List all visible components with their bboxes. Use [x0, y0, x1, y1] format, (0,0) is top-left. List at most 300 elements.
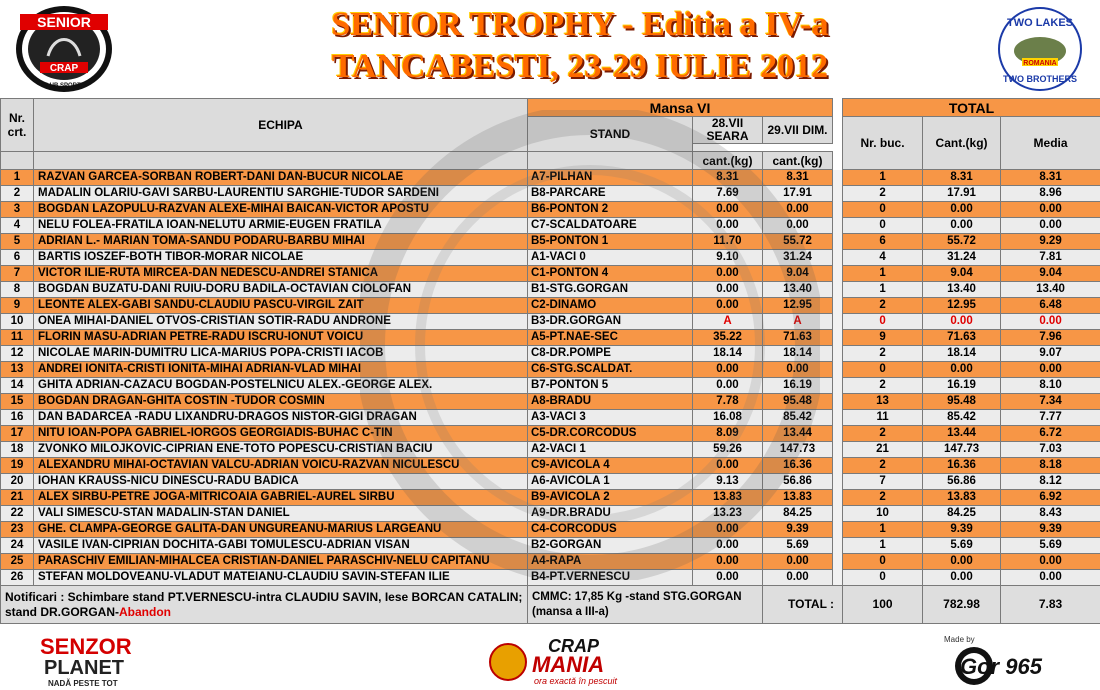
cmmc-note: CMMC: 17,85 Kg -stand STG.GORGAN (mansa a III-a)	[528, 586, 763, 624]
svg-text:CRAP: CRAP	[548, 636, 600, 656]
row-day1: 16.08	[693, 410, 763, 426]
row-cant: 0.00	[923, 362, 1001, 378]
row-gap	[833, 378, 843, 394]
row-day2: 95.48	[763, 394, 833, 410]
row-nr: 17	[1, 426, 34, 442]
row-stand: C6-STG.SCALDAT.	[528, 362, 693, 378]
row-gap	[833, 330, 843, 346]
row-day2: 0.00	[763, 362, 833, 378]
row-gap	[833, 410, 843, 426]
row-team: VALI SIMESCU-STAN MADALIN-STAN DANIEL	[34, 506, 528, 522]
notice-abandon: Abandon	[119, 604, 171, 619]
row-team: MADALIN OLARIU-GAVI SARBU-LAURENTIU SARGHIE-TUDOR SARDENI	[34, 186, 528, 202]
row-buc: 4	[843, 250, 923, 266]
row-gap	[833, 234, 843, 250]
row-nr: 5	[1, 234, 34, 250]
row-nr: 2	[1, 186, 34, 202]
svg-text:ora exactă în pescuit: ora exactă în pescuit	[534, 676, 618, 686]
row-team: FLORIN MASU-ADRIAN PETRE-RADU ISCRU-IONUT VOICU	[34, 330, 528, 346]
row-team: STEFAN MOLDOVEANU-VLADUT MATEIANU-CLAUDIU SAVIN-STEFAN ILIE	[34, 570, 528, 586]
row-gap	[833, 266, 843, 282]
row-day2: 17.91	[763, 186, 833, 202]
row-media: 9.39	[1001, 522, 1100, 538]
row-day1: 0.00	[693, 282, 763, 298]
row-media: 9.07	[1001, 346, 1100, 362]
svg-text:PLANET: PLANET	[44, 657, 124, 679]
row-cant: 31.24	[923, 250, 1001, 266]
svg-text:Gor 965: Gor 965	[960, 654, 1042, 679]
row-team: ANDREI IONITA-CRISTI IONITA-MIHAI ADRIAN-VLAD MIHAI	[34, 362, 528, 378]
row-day1: 0.00	[693, 570, 763, 586]
row-cant: 84.25	[923, 506, 1001, 522]
row-cant: 16.36	[923, 458, 1001, 474]
row-media: 9.29	[1001, 234, 1100, 250]
table-row	[1, 410, 1100, 426]
row-stand: B1-STG.GORGAN	[528, 282, 693, 298]
row-buc: 2	[843, 346, 923, 362]
row-gap	[833, 346, 843, 362]
row-cant: 0.00	[923, 554, 1001, 570]
column-gap	[833, 99, 843, 170]
row-media: 6.92	[1001, 490, 1100, 506]
header-nr: Nr. crt.	[1, 99, 34, 152]
row-stand: B2-GORGAN	[528, 538, 693, 554]
row-media: 0.00	[1001, 554, 1100, 570]
row-gap	[833, 186, 843, 202]
svg-text:Made by: Made by	[944, 635, 975, 644]
row-cant: 13.44	[923, 426, 1001, 442]
row-cant: 147.73	[923, 442, 1001, 458]
row-team: VICTOR ILIE-RUTA MIRCEA-DAN NEDESCU-ANDREI STANICA	[34, 266, 528, 282]
total-buc: 100	[843, 586, 923, 624]
row-stand: B3-DR.GORGAN	[528, 314, 693, 330]
table-row	[1, 330, 1100, 346]
row-nr: 22	[1, 506, 34, 522]
header-unit2: cant.(kg)	[763, 152, 833, 170]
row-media: 0.00	[1001, 218, 1100, 234]
row-stand: A8-BRADU	[528, 394, 693, 410]
row-buc: 0	[843, 570, 923, 586]
row-day2: 31.24	[763, 250, 833, 266]
row-cant: 9.39	[923, 522, 1001, 538]
table-row	[1, 202, 1100, 218]
row-cant: 16.19	[923, 378, 1001, 394]
row-stand: B7-PONTON 5	[528, 378, 693, 394]
row-gap	[833, 362, 843, 378]
row-day1: 59.26	[693, 442, 763, 458]
senior-crap-logo	[14, 4, 114, 94]
row-nr: 16	[1, 410, 34, 426]
row-day1: 35.22	[693, 330, 763, 346]
row-stand: A6-AVICOLA 1	[528, 474, 693, 490]
row-day1: 9.13	[693, 474, 763, 490]
row-stand: C5-DR.CORCODUS	[528, 426, 693, 442]
row-media: 5.69	[1001, 538, 1100, 554]
row-day2: 55.72	[763, 234, 833, 250]
row-stand: B4-PT.VERNESCU	[528, 570, 693, 586]
row-gap	[833, 426, 843, 442]
row-stand: A2-VACI 1	[528, 442, 693, 458]
row-team: ALEX SIRBU-PETRE JOGA-MITRICOAIA GABRIEL-AUREL SIRBU	[34, 490, 528, 506]
row-gap	[833, 442, 843, 458]
table-row	[1, 250, 1100, 266]
row-media: 0.00	[1001, 570, 1100, 586]
row-cant: 18.14	[923, 346, 1001, 362]
row-team: BOGDAN LAZOPULU-RAZVAN ALEXE-MIHAI BAICAN-VICTOR APOSTU	[34, 202, 528, 218]
row-team: BARTIS IOSZEF-BOTH TIBOR-MORAR NICOLAE	[34, 250, 528, 266]
row-gap	[833, 314, 843, 330]
row-nr: 19	[1, 458, 34, 474]
header-mansa: Mansa VI	[528, 99, 833, 117]
row-stand: B5-PONTON 1	[528, 234, 693, 250]
row-team: BOGDAN DRAGAN-GHITA COSTIN -TUDOR COSMIN	[34, 394, 528, 410]
row-cant: 0.00	[923, 314, 1001, 330]
row-media: 0.00	[1001, 362, 1100, 378]
row-day2: 13.83	[763, 490, 833, 506]
row-nr: 7	[1, 266, 34, 282]
row-stand: A1-VACI 0	[528, 250, 693, 266]
table-row	[1, 394, 1100, 410]
crap-mania-logo	[488, 634, 668, 688]
page-title: SENIOR TROPHY - Editia a IV-a	[331, 6, 829, 43]
row-day1: 0.00	[693, 378, 763, 394]
table-row	[1, 282, 1100, 298]
row-day1: 0.00	[693, 202, 763, 218]
row-stand: C2-DINAMO	[528, 298, 693, 314]
row-gap	[833, 394, 843, 410]
row-gap	[833, 170, 843, 186]
row-day1: 13.23	[693, 506, 763, 522]
row-day1: 18.14	[693, 346, 763, 362]
row-day1: 0.00	[693, 362, 763, 378]
row-buc: 1	[843, 266, 923, 282]
row-day2: 0.00	[763, 570, 833, 586]
row-day2: 0.00	[763, 218, 833, 234]
table-row	[1, 362, 1100, 378]
row-nr: 10	[1, 314, 34, 330]
row-day2: 12.95	[763, 298, 833, 314]
row-media: 13.40	[1001, 282, 1100, 298]
row-buc: 10	[843, 506, 923, 522]
row-buc: 0	[843, 314, 923, 330]
row-team: NITU IOAN-POPA GABRIEL-IORGOS GEORGIADIS-BUHAC C-TIN	[34, 426, 528, 442]
notice-text: Notificari : Schimbare stand PT.VERNESCU-intra CLAUDIU SAVIN, Iese BORCAN CATALIN; stand DR.GORGAN-	[5, 589, 523, 619]
row-nr: 1	[1, 170, 34, 186]
table-row	[1, 554, 1100, 570]
svg-text:NADĂ PESTE TOT: NADĂ PESTE TOT	[48, 679, 118, 688]
row-stand: C9-AVICOLA 4	[528, 458, 693, 474]
row-media: 9.04	[1001, 266, 1100, 282]
row-buc: 9	[843, 330, 923, 346]
table-row	[1, 506, 1100, 522]
row-media: 7.77	[1001, 410, 1100, 426]
row-team: NELU FOLEA-FRATILA IOAN-NELUTU ARMIE-EUGEN FRATILA	[34, 218, 528, 234]
row-cant: 56.86	[923, 474, 1001, 490]
table-row	[1, 186, 1100, 202]
row-buc: 7	[843, 474, 923, 490]
row-day2: 84.25	[763, 506, 833, 522]
row-media: 0.00	[1001, 314, 1100, 330]
row-day1: 9.10	[693, 250, 763, 266]
row-media: 6.48	[1001, 298, 1100, 314]
row-team: DAN BADARCEA -RADU LIXANDRU-DRAGOS NISTOR-GIGI DRAGAN	[34, 410, 528, 426]
row-day2: 85.42	[763, 410, 833, 426]
row-nr: 4	[1, 218, 34, 234]
row-team: ADRIAN L.- MARIAN TOMA-SANDU PODARU-BARBU MIHAI	[34, 234, 528, 250]
row-media: 6.72	[1001, 426, 1100, 442]
svg-text:ROMANIA: ROMANIA	[1023, 60, 1057, 67]
row-nr: 13	[1, 362, 34, 378]
row-team: BOGDAN BUZATU-DANI RUIU-DORU BADILA-OCTAVIAN CIOLOFAN	[34, 282, 528, 298]
row-cant: 17.91	[923, 186, 1001, 202]
table-row	[1, 426, 1100, 442]
row-buc: 2	[843, 426, 923, 442]
row-gap	[833, 506, 843, 522]
table-row	[1, 570, 1100, 586]
row-stand: C4-CORCODUS	[528, 522, 693, 538]
row-cant: 85.42	[923, 410, 1001, 426]
row-stand: C1-PONTON 4	[528, 266, 693, 282]
row-gap	[833, 282, 843, 298]
row-nr: 3	[1, 202, 34, 218]
row-cant: 55.72	[923, 234, 1001, 250]
row-stand: B9-AVICOLA 2	[528, 490, 693, 506]
row-day2: 0.00	[763, 554, 833, 570]
row-buc: 2	[843, 186, 923, 202]
header-day2: 29.VII DIM.	[763, 117, 833, 144]
page-header	[0, 0, 1100, 98]
header-buc: Nr. buc.	[843, 117, 923, 170]
row-gap	[833, 298, 843, 314]
row-buc: 2	[843, 490, 923, 506]
header-stand-cont	[528, 152, 693, 170]
row-media: 8.31	[1001, 170, 1100, 186]
row-gap	[833, 570, 843, 586]
row-cant: 0.00	[923, 218, 1001, 234]
table-row	[1, 298, 1100, 314]
table-row	[1, 458, 1100, 474]
table-row	[1, 170, 1100, 186]
row-day2: 8.31	[763, 170, 833, 186]
row-day1: 0.00	[693, 298, 763, 314]
gor-965-logo	[920, 632, 1085, 688]
table-row	[1, 378, 1100, 394]
row-cant: 8.31	[923, 170, 1001, 186]
row-team: PARASCHIV EMILIAN-MIHALCEA CRISTIAN-DANIEL PARASCHIV-NELU CAPITANU	[34, 554, 528, 570]
row-day2: 0.00	[763, 202, 833, 218]
row-team: GHE. CLAMPA-GEORGE GALITA-DAN UNGUREANU-MARIUS LARGEANU	[34, 522, 528, 538]
page-subtitle: TANCABESTI, 23-29 IULIE 2012	[331, 48, 829, 85]
table-row	[1, 234, 1100, 250]
row-day2: 13.44	[763, 426, 833, 442]
row-cant: 0.00	[923, 202, 1001, 218]
row-cant: 12.95	[923, 298, 1001, 314]
row-day2: 5.69	[763, 538, 833, 554]
row-day1: 0.00	[693, 218, 763, 234]
row-nr: 24	[1, 538, 34, 554]
row-nr: 6	[1, 250, 34, 266]
row-buc: 0	[843, 202, 923, 218]
total-media: 7.83	[1001, 586, 1100, 624]
row-day1: 0.00	[693, 458, 763, 474]
row-day2: 71.63	[763, 330, 833, 346]
svg-text:TWO LAKES: TWO LAKES	[1007, 17, 1073, 29]
row-buc: 11	[843, 410, 923, 426]
header-nr-cont	[1, 152, 34, 170]
row-media: 8.12	[1001, 474, 1100, 490]
row-stand: A7-PILHAN	[528, 170, 693, 186]
row-day1: 8.09	[693, 426, 763, 442]
row-day1: A	[693, 314, 763, 330]
svg-text:TWO BROTHERS: TWO BROTHERS	[1003, 74, 1077, 84]
svg-text:MANIA: MANIA	[532, 652, 605, 677]
row-media: 7.81	[1001, 250, 1100, 266]
row-cant: 5.69	[923, 538, 1001, 554]
row-buc: 1	[843, 538, 923, 554]
row-gap	[833, 490, 843, 506]
row-media: 7.96	[1001, 330, 1100, 346]
header-day1: 28.VII SEARA	[693, 117, 763, 144]
row-nr: 11	[1, 330, 34, 346]
row-stand: A3-VACI 3	[528, 410, 693, 426]
row-day1: 0.00	[693, 266, 763, 282]
row-team: ONEA MIHAI-DANIEL OTVOS-CRISTIAN SOTIR-RADU ANDRONE	[34, 314, 528, 330]
row-buc: 2	[843, 378, 923, 394]
row-nr: 15	[1, 394, 34, 410]
row-team: RAZVAN GARCEA-SORBAN ROBERT-DANI DAN-BUCUR NICOLAE	[34, 170, 528, 186]
table-row	[1, 538, 1100, 554]
header-team-cont	[34, 152, 528, 170]
senzor-planet-logo	[34, 634, 184, 688]
row-gap	[833, 554, 843, 570]
svg-text:SENZOR: SENZOR	[40, 634, 132, 659]
total-cant: 782.98	[923, 586, 1001, 624]
row-team: NICOLAE MARIN-DUMITRU LICA-MARIUS POPA-CRISTI IACOB	[34, 346, 528, 362]
table-row	[1, 314, 1100, 330]
row-day1: 7.69	[693, 186, 763, 202]
row-cant: 13.83	[923, 490, 1001, 506]
row-stand: A5-PT.NAE-SEC	[528, 330, 693, 346]
row-buc: 0	[843, 554, 923, 570]
row-team: LEONTE ALEX-GABI SANDU-CLAUDIU PASCU-VIRGIL ZAIT	[34, 298, 528, 314]
row-stand: C8-DR.POMPE	[528, 346, 693, 362]
row-gap	[833, 250, 843, 266]
row-day2: A	[763, 314, 833, 330]
table-row	[1, 346, 1100, 362]
total-label: TOTAL :	[763, 586, 843, 624]
row-stand: C7-SCALDATOARE	[528, 218, 693, 234]
row-nr: 8	[1, 282, 34, 298]
row-stand: B8-PARCARE	[528, 186, 693, 202]
row-nr: 20	[1, 474, 34, 490]
row-buc: 13	[843, 394, 923, 410]
row-cant: 13.40	[923, 282, 1001, 298]
row-media: 0.00	[1001, 202, 1100, 218]
row-buc: 1	[843, 282, 923, 298]
row-buc: 6	[843, 234, 923, 250]
row-team: IOHAN KRAUSS-NICU DINESCU-RADU BADICA	[34, 474, 528, 490]
row-media: 8.43	[1001, 506, 1100, 522]
header-unit1: cant.(kg)	[693, 152, 763, 170]
header-media: Media	[1001, 117, 1100, 170]
row-gap	[833, 218, 843, 234]
row-day2: 13.40	[763, 282, 833, 298]
svg-text:SENIOR: SENIOR	[37, 14, 91, 30]
row-stand: B6-PONTON 2	[528, 202, 693, 218]
row-stand: A9-DR.BRADU	[528, 506, 693, 522]
results-table-container	[0, 98, 1100, 619]
table-row	[1, 522, 1100, 538]
results-table	[0, 98, 1100, 624]
row-buc: 1	[843, 170, 923, 186]
row-nr: 21	[1, 490, 34, 506]
row-day1: 0.00	[693, 522, 763, 538]
svg-text:CRAP: CRAP	[49, 63, 79, 74]
row-day1: 0.00	[693, 554, 763, 570]
sponsor-footer	[0, 630, 1100, 690]
row-day1: 8.31	[693, 170, 763, 186]
row-day2: 16.36	[763, 458, 833, 474]
table-row	[1, 442, 1100, 458]
row-gap	[833, 522, 843, 538]
row-day1: 7.78	[693, 394, 763, 410]
row-nr: 26	[1, 570, 34, 586]
row-day1: 11.70	[693, 234, 763, 250]
row-day2: 16.19	[763, 378, 833, 394]
row-nr: 9	[1, 298, 34, 314]
row-team: ZVONKO MILOJKOVIC-CIPRIAN ENE-TOTO POPESCU-CRISTIAN BACIU	[34, 442, 528, 458]
row-gap	[833, 538, 843, 554]
table-row	[1, 474, 1100, 490]
row-cant: 9.04	[923, 266, 1001, 282]
row-day1: 13.83	[693, 490, 763, 506]
table-row	[1, 490, 1100, 506]
row-day2: 18.14	[763, 346, 833, 362]
two-lakes-logo	[996, 6, 1084, 92]
row-nr: 18	[1, 442, 34, 458]
notice-cell	[1, 586, 528, 624]
header-total: TOTAL	[843, 99, 1100, 117]
header-stand: STAND	[528, 117, 693, 152]
row-day2: 147.73	[763, 442, 833, 458]
row-cant: 71.63	[923, 330, 1001, 346]
row-team: GHITA ADRIAN-CAZACU BOGDAN-POSTELNICU ALEX.-GEORGE ALEX.	[34, 378, 528, 394]
row-day2: 9.04	[763, 266, 833, 282]
table-row	[1, 218, 1100, 234]
table-row	[1, 266, 1100, 282]
row-buc: 0	[843, 218, 923, 234]
header-cant: Cant.(kg)	[923, 117, 1001, 170]
row-cant: 95.48	[923, 394, 1001, 410]
svg-text:CLUB SPORTIV: CLUB SPORTIV	[41, 83, 87, 89]
row-gap	[833, 474, 843, 490]
row-cant: 0.00	[923, 570, 1001, 586]
row-stand: A4-RAPA	[528, 554, 693, 570]
row-day2: 9.39	[763, 522, 833, 538]
row-team: ALEXANDRU MIHAI-OCTAVIAN VALCU-ADRIAN VOICU-RAZVAN NICULESCU	[34, 458, 528, 474]
row-gap	[833, 458, 843, 474]
row-buc: 0	[843, 362, 923, 378]
row-gap	[833, 202, 843, 218]
header-team: ECHIPA	[34, 99, 528, 152]
row-media: 8.10	[1001, 378, 1100, 394]
row-media: 8.18	[1001, 458, 1100, 474]
row-nr: 25	[1, 554, 34, 570]
row-buc: 2	[843, 458, 923, 474]
row-media: 7.03	[1001, 442, 1100, 458]
row-buc: 21	[843, 442, 923, 458]
row-nr: 14	[1, 378, 34, 394]
